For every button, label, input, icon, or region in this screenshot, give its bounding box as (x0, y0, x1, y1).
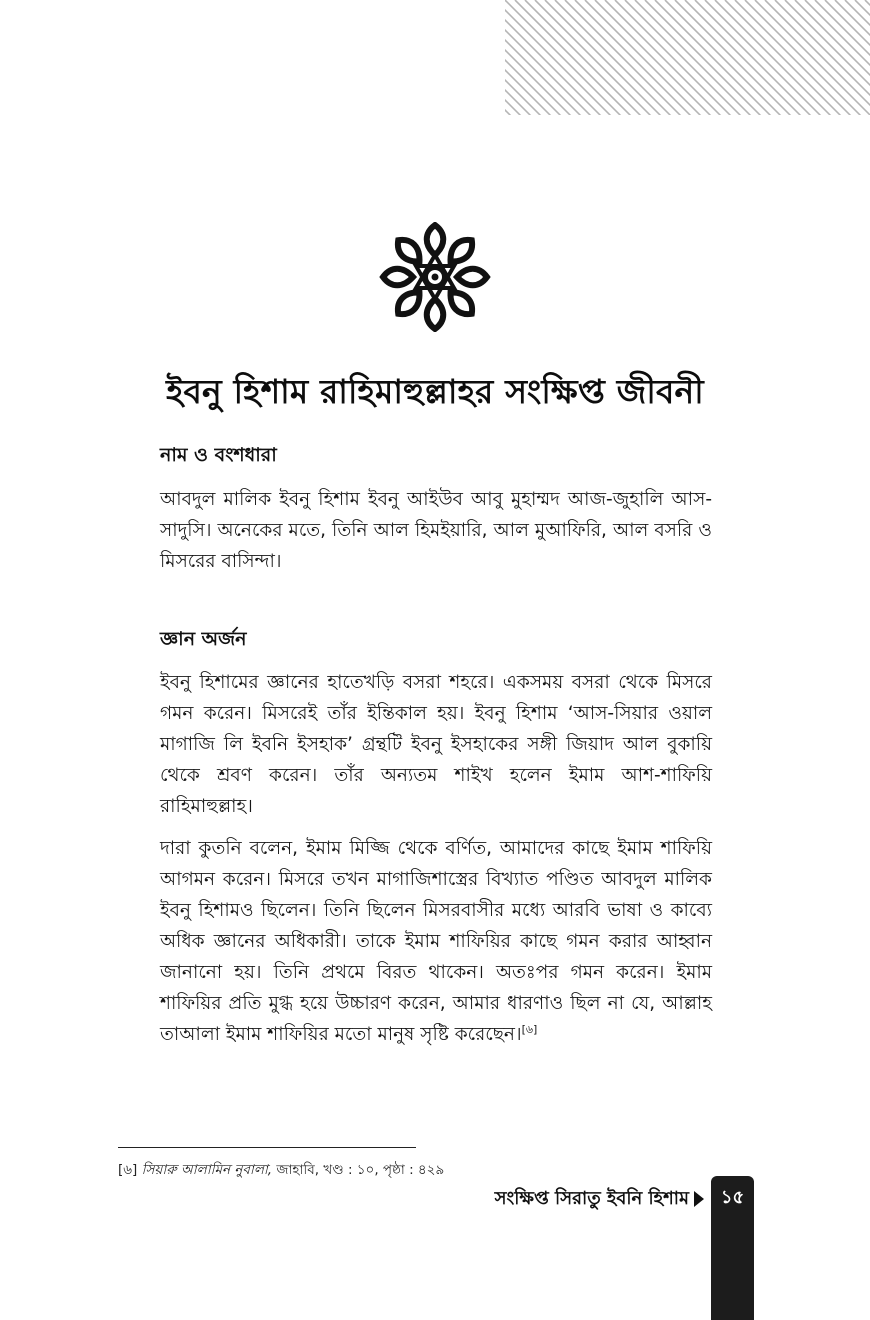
stripe-line (505, 0, 543, 115)
section-heading-lineage: নাম ও বংশধারা (160, 444, 277, 466)
stripe-line (845, 0, 870, 115)
stripe-line (505, 0, 603, 115)
footnote-source-title: সিয়ারু আলামিন নুবালা, (141, 1162, 273, 1178)
paragraph-knowledge-2-text: দারা কুতনি বলেন, ইমাম মিজ্জি থেকে বর্ণিত, আমাদের কাছে ইমাম শাফিয়ি আগমন করেন। মিসরে তখন মাগাজিশাস্ত্রের বিখ্যাত পণ্ডিত আবদুল মালিক ইবনু হিশামও ছিলেন। তিনি ছিলেন মিসরবাসীর মধ্যে আরবি ভাষা ও কাব্যে অধিক জ্ঞানের অধিকারী। তাকে ইমাম শাফিয়ির কাছে গমন করার আহ্বান জানানো হয়। তিনি প্রথমে বিরত থাকেন। অতঃপর গমন করেন। ইমাম শাফিয়ির প্রতি মুগ্ধ হয়ে উচ্চারণ করেন, আমার ধারণাও ছিল না যে, আল্লাহ তাআলা ইমাম শাফিয়ির মতো মানুষ সৃষ্টি করেছেন। (160, 838, 712, 1045)
footnote-marker: [৬] (118, 1162, 138, 1178)
corner-stripe-decoration (505, 0, 870, 115)
stripe-line (785, 0, 870, 115)
ornament-petal (427, 225, 444, 255)
stripe-line (505, 0, 593, 115)
ornament-petal (392, 234, 425, 267)
paragraph-knowledge-1: ইবনু হিশামের জ্ঞানের হাতেখড়ি বসরা শহরে। একসময় বসরা থেকে মিসরে গমন করেন। মিসরেই তাঁর ইন্তিকাল হয়। ইবনু হিশাম ‘আস-সিয়ার ওয়াল মাগাজি লি ইবনি ইসহাক’ গ্রন্থটি ইবনু ইসহাকের সঙ্গী জিয়াদ আল বুকায়ি থেকে শ্রবণ করেন। তাঁর অন্যতম শাইখ হলেন ইমাম আশ-শাফিয়ি রাহিমাহুল্লাহ। (160, 672, 712, 817)
triangle-arrow-icon (694, 1191, 704, 1207)
chapter-title: ইবনু হিশাম রাহিমাহুল্লাহর সংক্ষিপ্ত জীবনী (166, 372, 704, 411)
ornament-petal (445, 234, 478, 267)
footnote-reference[interactable]: [৬] (521, 1022, 538, 1036)
paragraph-knowledge-2 (160, 833, 712, 1050)
ornament-petal (445, 287, 478, 320)
stripe-line (805, 0, 870, 115)
ornament-petal (427, 299, 444, 329)
stripe-line (865, 0, 870, 115)
section-heading-knowledge: জ্ঞান অর্জন (160, 628, 247, 650)
ornament-petal (383, 269, 413, 286)
stripe-line (505, 0, 523, 115)
footnote-divider (118, 1147, 416, 1148)
stripe-line (505, 0, 533, 115)
paragraph-lineage: আবদুল মালিক ইবনু হিশাম ইবনু আইউব আবু মুহাম্মদ আজ-জুহালি আস-সাদুসি। অনেকের মতে, তিনি আল হিমইয়ারি, আল মুআফিরি, আল বসরি ও মিসরের বাসিন্দা। (160, 489, 712, 572)
footnote-details: জাহাবি, খণ্ড : ১০, পৃষ্ঠা : ৪২৯ (276, 1162, 445, 1178)
running-title: সংক্ষিপ্ত সিরাতু ইবনি হিশাম (494, 1188, 689, 1209)
floral-ornament-icon (378, 222, 492, 332)
footnote (118, 1159, 444, 1182)
ornament-petal (392, 287, 425, 320)
ornament-petal (457, 269, 487, 286)
stripe-line (765, 0, 870, 115)
page-number: ১৫ (720, 1187, 745, 1208)
